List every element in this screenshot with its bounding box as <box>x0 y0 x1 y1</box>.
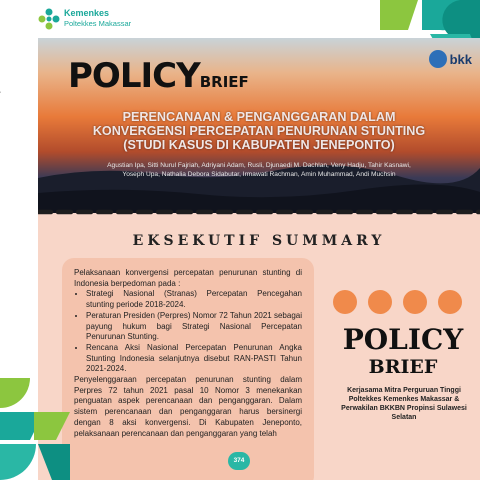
bkkbn-logo-icon <box>429 50 447 68</box>
side-brief-word: BRIEF <box>368 356 438 378</box>
summary-bullet: • Peraturan Presiden (Perpres) Nomor 72 Tahun 2021 sebagai payung hukum bagi Strategi Nasional Percepatan Penurunan Stunting. <box>86 311 302 343</box>
partnership-text: Kerjasama Mitra Perguruan Tinggi Poltekkes Kemenkes Makassar & Perwakilan BKKBN Propinsi Sulawesi Selatan <box>341 387 467 421</box>
side-label <box>0 60 1 120</box>
logo-text <box>64 9 131 28</box>
summary-bullet-list <box>74 289 302 375</box>
bottom-left-decoration <box>0 378 70 480</box>
executive-summary-heading: EKSEKUTIF SUMMARY <box>132 233 386 249</box>
summary-paragraph: Penyelenggaraan percepatan penurunan stunting dalam Perpres 72 tahun 2021 pasal 10 Nomor 3 menekankan penguatan aspek perencanaan dan penganggaran. Dalam sistem perencanaan dan penganggaran harus bersinergi dengan 8 aksi konvergensi. Di Kabupaten Jeneponto, pelaksanaan perencanaan dan penganggaran yang telah <box>74 375 302 438</box>
title-line: KONVERGENSI PERCEPATAN PENURUNAN STUNTING <box>92 124 426 138</box>
orange-dot <box>438 290 462 314</box>
orange-dot <box>403 290 427 314</box>
logo-subtitle: Poltekkes Makassar <box>64 19 132 28</box>
decorative-dots <box>333 290 462 314</box>
side-policy-brief-title <box>328 324 478 378</box>
summary-intro: Pelaksanaan konvergensi percepatan penurunan stunting di Indonesia berpedoman pada : <box>74 268 302 288</box>
authors <box>38 161 480 179</box>
title-line: PERENCANAAN & PENGANGGARAN DALAM <box>122 110 396 124</box>
summary-bullet: • Strategi Nasional (Stranas) Percepatan Pencegahan stunting periode 2018-2024. <box>86 289 302 310</box>
logo-title: Kemenkes <box>64 8 110 18</box>
title-line: (STUDI KASUS DI KABUPATEN JENEPONTO) <box>123 138 395 152</box>
orange-dot <box>368 290 392 314</box>
side-policy-word: POLICY <box>342 323 464 356</box>
brief-word: BRIEF <box>199 73 249 91</box>
summary-box <box>62 258 314 480</box>
orange-dot <box>333 290 357 314</box>
bkkbn-logo <box>429 48 472 70</box>
policy-brief-heading <box>68 56 249 96</box>
bkkbn-logo-text: bkk <box>449 51 472 67</box>
summary-bullet: • Rencana Aksi Nasional Percepatan Penurunan Angka Stunting Indonesia selanjutnya disebut RAN-PASTI Tahun 2021-2024. <box>86 343 302 375</box>
kemenkes-logo-icon <box>38 8 60 30</box>
dashed-divider <box>38 208 480 216</box>
author-line: Yoseph Upa, Nathalia Debora Sidabutar, Irmawati Rachman, Amin Muhammad, Andi Muchsin <box>122 171 396 178</box>
page-number-badge: 374 <box>228 452 250 470</box>
policy-brief-page <box>38 38 480 480</box>
document-title <box>38 110 480 152</box>
author-line: Agustian Ipa, Sitti Nurul Fajriah, Adriyani Adam, Rusli, Djunaedi M. Dachlan, Veny Hadju, Tahir Kasnawi, <box>107 162 411 169</box>
policy-word: POLICY <box>68 56 200 96</box>
